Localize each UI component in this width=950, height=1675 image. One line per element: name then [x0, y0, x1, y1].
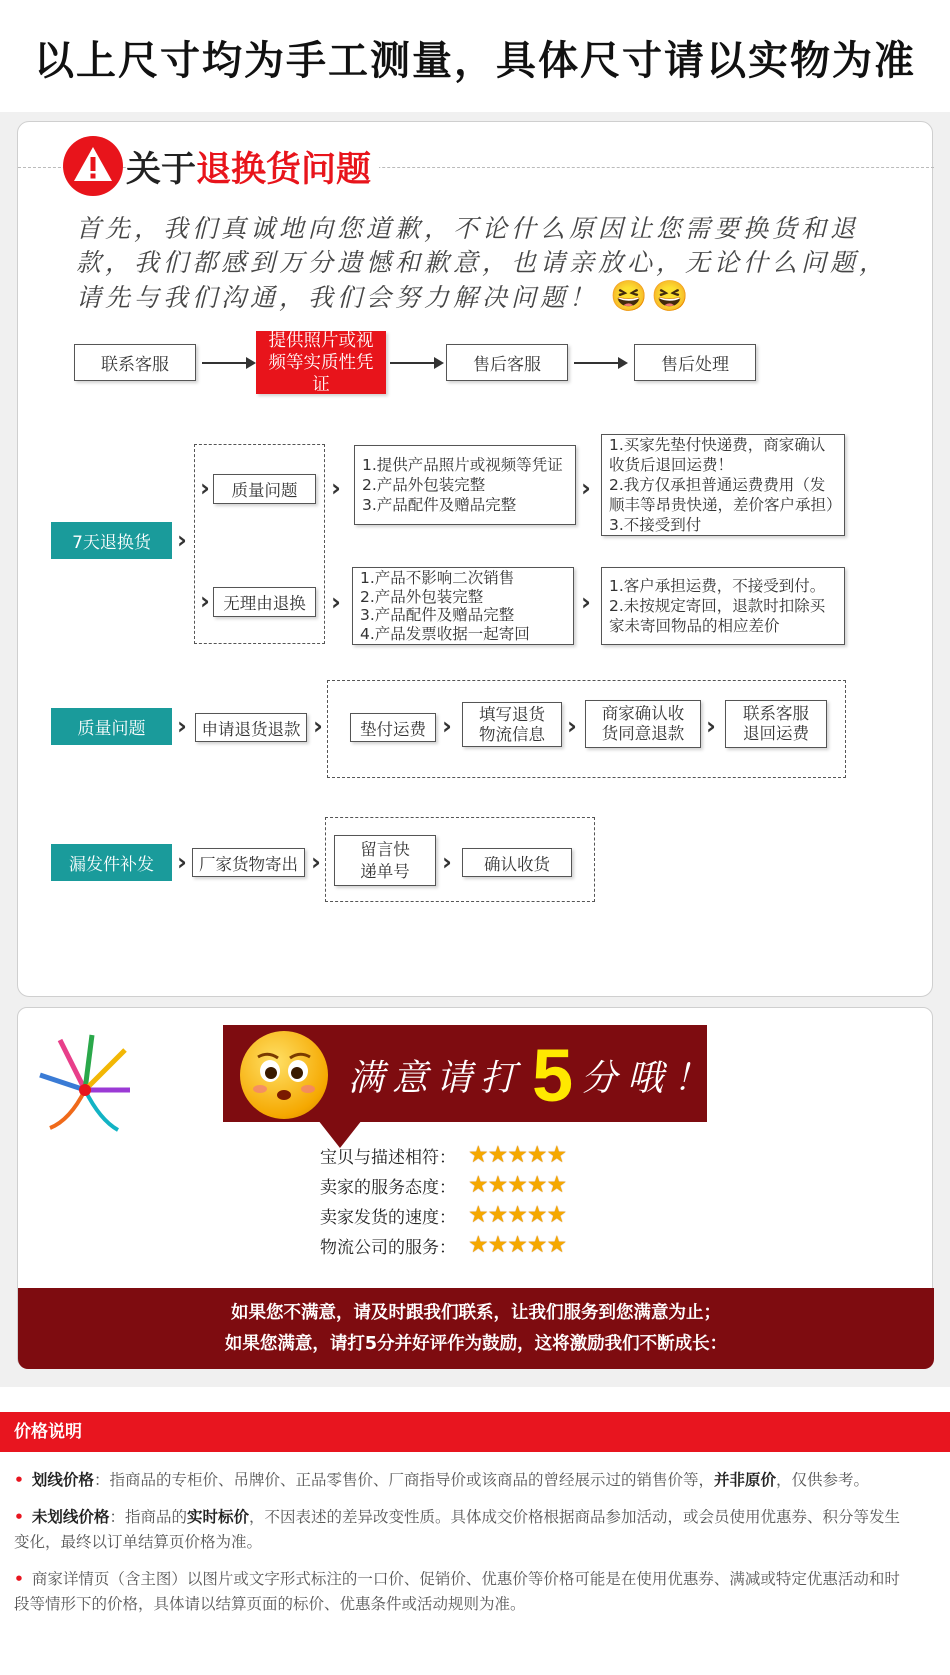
rating-row — [320, 1170, 620, 1200]
chevron-right-icon: › — [177, 526, 187, 554]
quality-step: 填写退货物流信息 — [462, 702, 562, 747]
price-note: • 划线价格：指商品的专柜价、吊牌价、正品零售价、厂商指导价或该商品的曾经展示过的销售价等，并非原价，仅供参考。 — [14, 1471, 869, 1489]
price-term: 未划线价格 — [31, 1508, 110, 1526]
option-quality: 质量问题 — [213, 474, 316, 504]
rating-list — [320, 1140, 620, 1260]
flow-step-aftersales: 售后客服 — [446, 344, 568, 381]
price-heading: 价格说明 — [0, 1412, 950, 1452]
star-rating-icon: ★★★★★ — [468, 1202, 567, 1228]
returns-panel — [17, 121, 933, 997]
list-item: 2.未按规定寄回，退款时扣除买家未寄回物品的相应差价 — [609, 597, 826, 635]
pleading-face-icon — [240, 1031, 328, 1119]
list-item: 2.产品外包装完整 — [362, 476, 486, 494]
quality-step: 申请退货退款 — [195, 713, 307, 742]
list-item: 1.提供产品照片或视频等凭证 — [362, 456, 563, 474]
flow-arrow — [390, 362, 442, 364]
chevron-right-icon: › — [177, 712, 187, 740]
quality-notes — [601, 434, 845, 536]
bullet-icon: • — [14, 1508, 24, 1526]
price-emphasis: 实时标价 — [186, 1508, 249, 1526]
chevron-right-icon: › — [200, 474, 210, 502]
list-item: 3.产品配件及赠品完整 — [360, 606, 515, 624]
banner-text — [348, 1030, 719, 1120]
rating-label: 卖家的服务态度： — [320, 1177, 456, 1198]
rating-label: 卖家发货的速度： — [320, 1207, 456, 1228]
price-term: 划线价格 — [31, 1471, 94, 1489]
quality-step: 商家确认收货同意退款 — [585, 700, 701, 748]
list-item: 3.产品配件及赠品完整 — [362, 496, 517, 514]
chevron-right-icon: › — [581, 474, 591, 502]
missing-step: 确认收货 — [462, 848, 572, 877]
list-item: 2.产品外包装完整 — [360, 587, 484, 606]
footer-line: 如果您满意，请打5分并好评作为鼓励，这将激励我们不断成长： — [224, 1334, 728, 1354]
rating-row — [320, 1200, 620, 1230]
warning-icon — [63, 136, 123, 196]
star-rating-icon: ★★★★★ — [468, 1172, 567, 1198]
label-missing: 漏发件补发 — [51, 844, 172, 881]
star-rating-icon: ★★★★★ — [468, 1142, 567, 1168]
rating-row — [320, 1230, 620, 1260]
list-item: 1.产品不影响二次销售 — [360, 569, 515, 587]
quality-step: 垫付运费 — [350, 713, 436, 742]
chevron-right-icon: › — [177, 848, 187, 876]
list-item: 2.我方仅承担普通运费费用（发顺丰等昂贵快递，差价客户承担） — [609, 476, 842, 514]
flow-arrow — [574, 362, 626, 364]
missing-step: 厂家货物寄出 — [192, 848, 305, 877]
footer-line: 如果您不满意，请及时跟我们联系，让我们服务到您满意为止； — [231, 1303, 721, 1323]
banner-big-number: 5 — [532, 1033, 574, 1117]
apology-text: 首先，我们真诚地向您道歉，不论什么原因让您需要换货和退款，我们都感到万分遗憾和歉意，也请亲放心，无论什么问题，请先与我们沟通，我们会努力解决问题！ 😆😆 — [76, 214, 889, 314]
quality-steps — [354, 445, 576, 525]
list-item: 1.买家先垫付快递费，商家确认收货后退回运费！ — [609, 436, 826, 474]
star-rating-icon: ★★★★★ — [468, 1232, 567, 1258]
chevron-right-icon: › — [200, 587, 210, 615]
top-note: 以上尺寸均为手工测量，具体尺寸请以实物为准 — [0, 0, 950, 112]
label-seven-day: 7天退换货 — [51, 522, 172, 559]
rating-row — [320, 1140, 620, 1170]
chevron-right-icon: › — [581, 588, 591, 616]
price-note: • 未划线价格：指商品的实时标价，不因表述的差异改变性质。具体成交价格根据商品参加活动，或会员使用优惠券、积分等发生变化，最终以订单结算页价格为准。 — [14, 1508, 900, 1551]
flow-step-contact: 联系客服 — [74, 344, 196, 381]
fireworks-icon — [30, 1030, 140, 1140]
quality-step: 联系客服退回运费 — [725, 700, 827, 748]
rating-footer — [18, 1288, 934, 1369]
missing-step: 留言快递单号 — [334, 835, 436, 886]
flow-step-handling: 售后处理 — [634, 344, 756, 381]
chevron-right-icon: › — [706, 712, 716, 740]
chevron-right-icon: › — [311, 848, 321, 876]
rating-panel — [17, 1007, 933, 1368]
chevron-right-icon: › — [331, 588, 341, 616]
list-item: 4.产品发票收据一起寄回 — [360, 624, 530, 643]
chevron-right-icon: › — [442, 712, 452, 740]
chevron-right-icon: › — [567, 712, 577, 740]
price-notes — [14, 1468, 914, 1617]
chevron-right-icon: › — [313, 712, 323, 740]
chevron-right-icon: › — [442, 848, 452, 876]
bullet-icon: • — [14, 1570, 24, 1588]
rating-label: 物流公司的服务： — [320, 1237, 456, 1258]
option-no-reason: 无理由退换 — [213, 587, 316, 617]
returns-title — [126, 142, 379, 192]
price-note: • 商家详情页（含主图）以图片或文字形式标注的一口价、促销价、优惠价等价格可能是在使用优惠券、满减或特定优惠活动和时段等情形下的价格，具体请以结算页面的标价、优惠条件或活动规则为准。 — [14, 1570, 900, 1613]
flow-arrow — [202, 362, 254, 364]
grin-face-icon: 😆😆 — [609, 279, 693, 314]
no-reason-steps — [352, 567, 574, 645]
title-prefix: 关于 — [126, 150, 197, 190]
banner-text-b: 分哦！ — [581, 1057, 720, 1099]
label-quality: 质量问题 — [51, 708, 172, 745]
banner-text-a: 满意请打 — [348, 1057, 525, 1099]
chevron-right-icon: › — [331, 474, 341, 502]
title-main: 退换货问题 — [196, 150, 372, 190]
no-reason-notes — [601, 567, 845, 645]
list-item: 3.不接受到付 — [609, 516, 702, 534]
bullet-icon: • — [14, 1471, 24, 1489]
flow-step-evidence: 提供照片或视频等实质性凭证 — [256, 331, 386, 394]
rating-label: 宝贝与描述相符： — [320, 1147, 456, 1168]
price-emphasis: 并非原价 — [713, 1471, 776, 1489]
list-item: 1.客户承担运费，不接受到付。 — [609, 577, 826, 595]
